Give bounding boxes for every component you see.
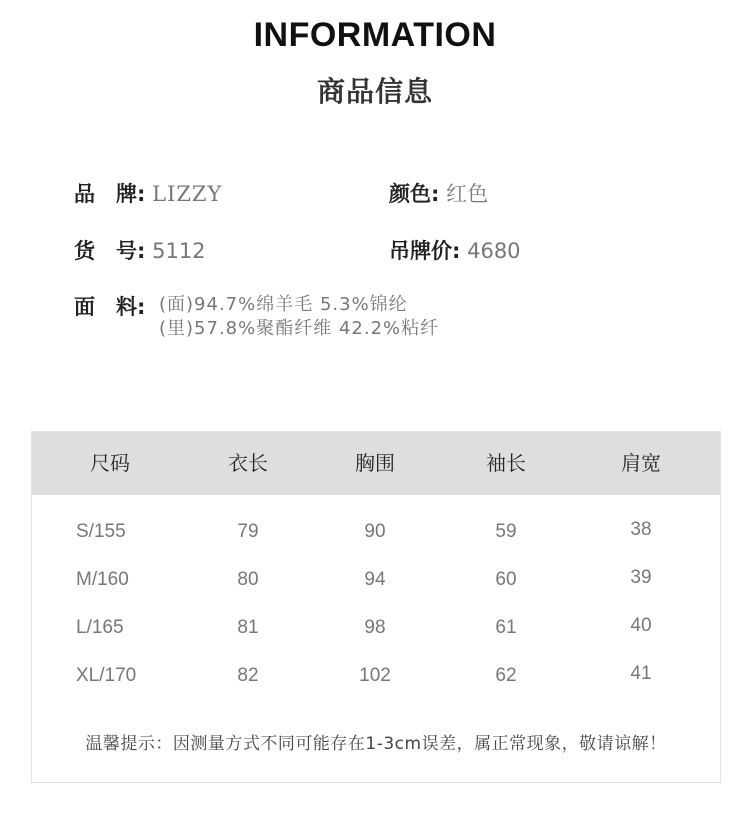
- header-sleeve: 袖长: [486, 451, 526, 475]
- header-chest: 胸围: [355, 451, 395, 475]
- cell-chest: 98: [364, 617, 386, 638]
- fabric-row: [74, 291, 440, 339]
- tag-price-row: [389, 235, 521, 265]
- cell-chest: 90: [364, 521, 386, 542]
- item-no-label: 货 号:: [74, 239, 146, 263]
- color-value: 红色: [446, 182, 489, 206]
- brand-row: [74, 178, 222, 208]
- brand-value: LIZZY: [152, 182, 223, 206]
- cell-shoulder: 39: [630, 567, 652, 588]
- cell-length: 80: [237, 569, 259, 590]
- cell-length: 81: [237, 617, 259, 638]
- cell-sleeve: 60: [495, 569, 517, 590]
- fabric-lining: (里)57.8%聚酯纤维 42.2%粘纤: [159, 318, 440, 339]
- color-row: [389, 178, 488, 208]
- cell-size: L/165: [76, 617, 124, 638]
- cell-size: S/155: [76, 521, 126, 542]
- brand-label: 品 牌:: [74, 182, 146, 206]
- header-length: 衣长: [228, 451, 268, 475]
- color-label: 颜色:: [389, 182, 440, 206]
- cell-length: 79: [237, 521, 259, 542]
- item-no-value: 5112: [152, 239, 206, 263]
- header-shoulder: 肩宽: [621, 451, 661, 475]
- size-table-header: [32, 432, 720, 495]
- header-size: 尺码: [90, 451, 130, 475]
- cell-sleeve: 61: [495, 617, 517, 638]
- cell-chest: 94: [364, 569, 386, 590]
- measurement-note: 温馨提示：因测量方式不同可能存在1-3cm误差，属正常现象，敬请谅解！: [85, 734, 667, 754]
- title-english: INFORMATION: [253, 16, 497, 54]
- cell-sleeve: 62: [495, 665, 517, 686]
- cell-shoulder: 38: [630, 519, 652, 540]
- cell-shoulder: 40: [630, 615, 652, 636]
- cell-chest: 102: [359, 665, 391, 686]
- item-no-row: [74, 235, 206, 265]
- tag-price-label: 吊牌价:: [389, 239, 461, 263]
- cell-size: XL/170: [76, 665, 137, 686]
- cell-shoulder: 41: [630, 663, 652, 684]
- cell-size: M/160: [76, 569, 129, 590]
- tag-price-value: 4680: [467, 239, 521, 263]
- cell-sleeve: 59: [495, 521, 517, 542]
- fabric-values: [159, 293, 439, 341]
- fabric-outer: (面)94.7%绵羊毛 5.3%锦纶: [159, 294, 408, 315]
- fabric-label: 面 料:: [74, 295, 146, 319]
- size-table: [31, 431, 721, 783]
- cell-length: 82: [237, 665, 259, 686]
- title-chinese: 商品信息: [316, 75, 433, 108]
